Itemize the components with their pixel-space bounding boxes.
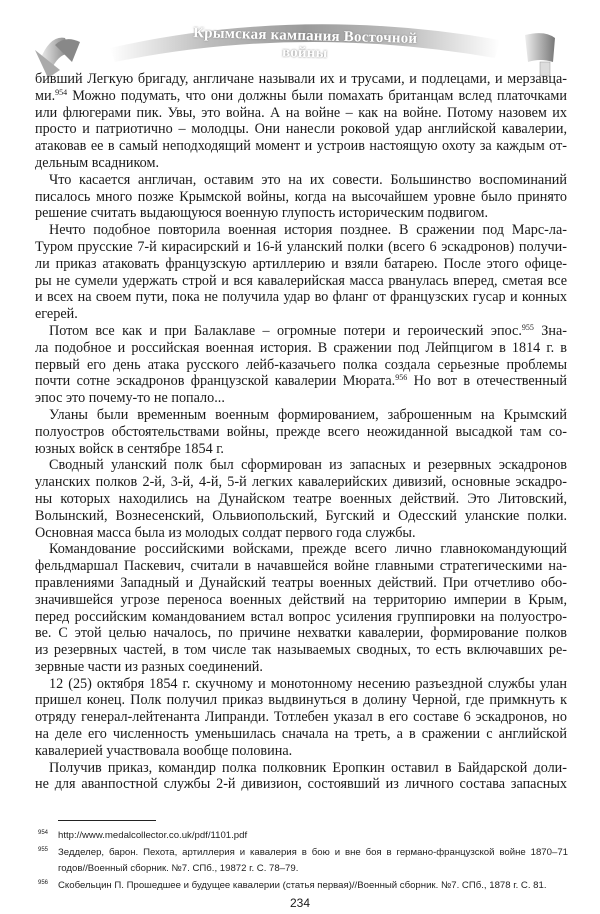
text-line	[35, 625, 567, 642]
line-text: Сводный уланский полк был сформирован из запасных и резервных эскадронов	[49, 457, 567, 474]
text-line	[35, 609, 567, 626]
text-line	[35, 776, 567, 793]
text-line	[35, 289, 567, 306]
line-text: просто и патриотично – молодцы. Они нанесли роковой удар английской кавалерии,	[35, 121, 567, 138]
text-line	[35, 357, 567, 374]
line-text: Туром прусские 7-й кирасирский и 16-й уланский полки (всего 6 эскадронов) получи-	[35, 238, 567, 255]
text-line	[35, 390, 567, 407]
line-text: правлениями Западный и Дунайский театры военных действий. При отчетливо обо-	[35, 574, 567, 591]
line-text: первый его день атака русского лейб-казачьего полка создала серьезные проблемы	[35, 356, 567, 373]
text-line	[35, 239, 567, 256]
footnote	[38, 845, 568, 878]
line-text: Командование российскими войсками, прежде всего лично главнокомандующий	[49, 541, 567, 558]
footnote-text: Скобельцин П. Прошедшее и будущее кавалерии (статья первая)//Военный сборник. №7. СПб., 1878 г. С. 81.	[58, 879, 547, 891]
line-text: из резервных частей, в том числе так называемых сводных, то есть включавших ре-	[35, 642, 567, 659]
line-text: писалось много позже Крымской войны, когда на высочайшем уровне было принято	[35, 188, 567, 205]
text-line	[35, 441, 567, 458]
text-line	[35, 373, 567, 390]
line-text: Зна-	[533, 322, 567, 339]
text-line	[35, 709, 567, 726]
line-text: бивший Легкую бригаду, англичане называли их и трусами, и подлецами, и мерзавца-	[35, 71, 567, 87]
line-text: ны которых находились на Дунайском театре военных действий. Это Литовский,	[35, 490, 567, 507]
text-line	[35, 273, 567, 290]
line-text: ры не сумели удержать строй и вся кавалерийская масса рванулась вперед, сметая все	[35, 272, 567, 289]
line-text: дельным всадником.	[35, 154, 160, 171]
footnote-separator	[58, 820, 156, 821]
line-text: Потом все как и при Балаклаве – огромные потери и героический эпос.	[49, 322, 522, 339]
text-line	[35, 306, 567, 323]
line-text: не для аванпостной службы 2-й дивизион, состоявший из личного состава запасных	[35, 776, 567, 793]
text-line	[35, 558, 567, 575]
text-line	[35, 222, 567, 239]
text-line	[35, 189, 567, 206]
text-line	[35, 508, 567, 525]
text-line	[35, 88, 567, 105]
line-text: Основная масса была из молодых солдат первого года службы.	[35, 524, 416, 541]
line-text: егерей.	[35, 306, 78, 323]
text-line	[35, 474, 567, 491]
line-text: Уланы были временным военным формированием, заброшенным на Крымский	[49, 406, 567, 423]
line-text: фельдмаршал Паскевич, считали в начавшейся войне главными стратегическими на-	[35, 558, 567, 575]
line-text: атаковав ее в самый неподходящий момент и устроив настоящую охоту за каждым от-	[35, 138, 567, 155]
line-text: решение считать выдающуюся военную глупость историческим подвигом.	[35, 205, 489, 222]
line-text: Волынский, Вознесенский, Ольвиопольский, Бугский и Одесский уланские полки.	[35, 507, 567, 524]
text-line	[35, 138, 567, 155]
footnote	[38, 828, 568, 845]
footnote	[38, 878, 568, 895]
footnote-text: Зедделер, барон. Пехота, артиллерия и кавалерия в бою и вне боя в германо-французской войне 1870–71 годов//Военный сборник. №7. СПб., 19872 г. С. 78–79.	[58, 846, 568, 874]
text-line	[35, 424, 567, 441]
line-text: Получив приказ, командир полка полковник Еропкин оставил в Байдарской доли-	[49, 759, 567, 776]
footnote-number: 956	[38, 879, 49, 886]
text-line	[35, 525, 567, 542]
text-line	[35, 256, 567, 273]
running-title: Крымская кампания Восточной войны	[193, 25, 418, 62]
text-line	[35, 323, 567, 340]
line-text: ли приказ атаковать французскую артиллерию и взяли батарею. После этого офице-	[35, 255, 567, 272]
line-text: значившейся угрозе переноса военных действий на территорию империи в Крым,	[35, 591, 567, 608]
text-line	[35, 743, 567, 760]
text-line	[35, 659, 567, 676]
line-text: и всех на своем пути, пока не получила удар во фланг от французских гусар и конных	[35, 289, 567, 306]
text-line	[35, 71, 567, 88]
line-text: Но вот в отечественный	[407, 373, 567, 390]
footnote-marker[interactable]: 954	[55, 87, 68, 97]
text-line	[35, 726, 567, 743]
text-line	[35, 592, 567, 609]
text-line	[35, 692, 567, 709]
body-text	[35, 71, 567, 793]
line-text: полуостров обстоятельствами войны, прежде всего неожиданной высадкой там со-	[35, 423, 567, 440]
running-header-banner	[0, 0, 600, 80]
footnote-number: 954	[38, 830, 49, 836]
line-text: ла подобное и российская военная история. В сражении под Лейпцигом в 1814 г. в	[35, 339, 567, 356]
text-line	[35, 760, 567, 777]
footnote-text[interactable]: http://www.medalcollector.co.uk/pdf/1101.pdf	[58, 830, 248, 841]
footnote-marker[interactable]: 955	[521, 322, 534, 332]
footnotes	[38, 828, 568, 894]
text-line	[35, 205, 567, 222]
text-line	[35, 172, 567, 189]
line-text: Можно подумать, что они должны были помахать британцам вслед платочками	[67, 87, 567, 104]
footnote-number: 955	[38, 846, 49, 853]
text-line	[35, 340, 567, 357]
text-line	[35, 575, 567, 592]
line-text: Что касается англичан, оставим это на их совести. Большинство воспоминаний	[49, 171, 567, 188]
text-line	[35, 642, 567, 659]
line-text: эпос это почему-то не попало...	[35, 390, 225, 407]
text-line	[35, 457, 567, 474]
text-line	[35, 676, 567, 693]
text-line	[35, 105, 567, 122]
line-text: пришел конец. Полк получил приказ выдвинуться в долину Черной, где примкнуть к	[35, 692, 567, 709]
line-text: ве. С этой целью началось, по причине нехватки кавалерии, формирование полков	[35, 625, 567, 642]
page-number: 234	[289, 896, 311, 910]
line-text: на деле его численность уменьшилась сначала на треть, а в сражении с английской	[35, 726, 567, 743]
line-text: ми.	[35, 87, 56, 104]
text-line	[35, 541, 567, 558]
footnote-marker[interactable]: 956	[395, 373, 408, 383]
text-line	[35, 155, 567, 172]
line-text: зервные части из разных соединений.	[35, 658, 263, 675]
line-text: юзных войск в сентябре 1854 г.	[35, 440, 224, 457]
line-text: почти сотне эскадронов французской кавалерии Мюрата.	[35, 373, 396, 390]
text-line	[35, 491, 567, 508]
line-text: перед российским командованием встал вопрос усиления группировки на полуостро-	[35, 608, 567, 625]
line-text: 12 (25) октября 1854 г. скучному и монотонному несению разъездной службы улан	[49, 675, 567, 692]
line-text: Нечто подобное повторила военная история позднее. В сражении под Марс-ла-	[49, 222, 567, 239]
line-text: или флюгерами пик. Увы, это война. А на войне – как на войне. Потому назовем их	[35, 104, 567, 121]
line-text: отряду генерал-лейтенанта Липранди. Тотлебен указал в его составе 6 эскадронов, но	[35, 709, 567, 726]
line-text: кавалерией участвовала вообще половина.	[35, 742, 293, 759]
text-line	[35, 121, 567, 138]
line-text: уланских полков 2-й, 3-й, 4-й, 5-й легких кавалерийских дивизий, основные эскадро-	[35, 474, 567, 491]
text-line	[35, 407, 567, 424]
